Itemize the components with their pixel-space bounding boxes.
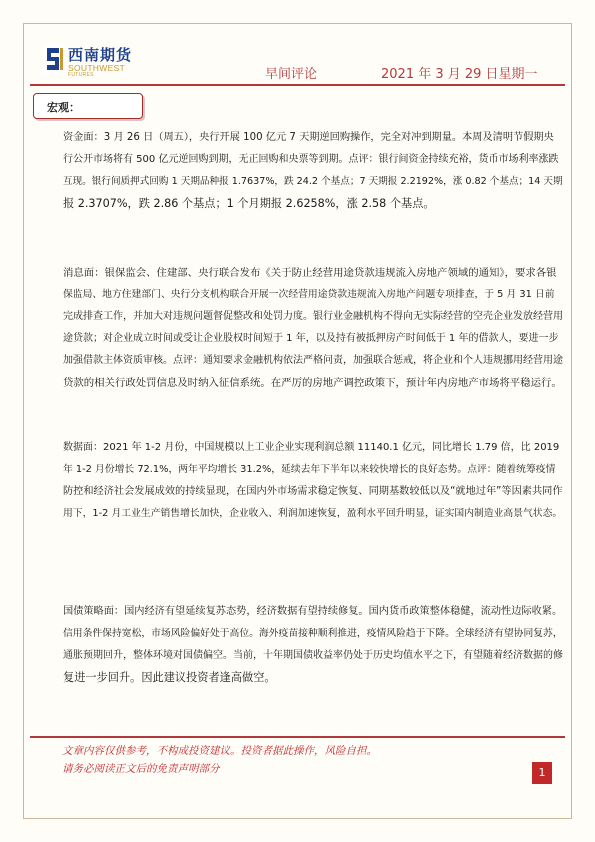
paragraph-line: 报 2.3707%，跌 2.86 个基点；1 个月期报 2.6258%，涨 2.58 个基点。 (63, 197, 435, 210)
footer-divider (30, 736, 565, 738)
paragraph-line: 通胀预期回升，整体环境对国债偏空。当前，十年期国债收益率仍处于历史均值水平之下，有望随着经济数据的修 (63, 650, 563, 661)
disclaimer-line-2: 请务必阅读正文后的免责声明部分 (62, 763, 220, 775)
paragraph-line: 行公开市场将有 500 亿元逆回购到期，无正回购和央票等到期。点评：银行间资金持续充裕，货币市场利率涨跌 (63, 154, 559, 165)
paragraph-line: 贷款的相关行政处罚信息及时纳入征信系统。在严厉的房地产调控政策下，预计年内房地产市场将平稳运行。 (63, 377, 562, 389)
paragraph-line: 信用条件保持宽松，市场风险偏好处于高位。海外疫苗接种顺利推进，疫情风险趋于下降。全球经济有望协同复苏， (63, 628, 563, 639)
header-divider (30, 84, 565, 86)
paragraph-line: 完成排查工作，并加大对违规问题督促整改和处罚力度。银行业金融机构不得向无实际经营的空壳企业发放经营用 (63, 311, 563, 322)
logo-chinese-name: 西南期货 (68, 46, 133, 64)
paragraph-line: 资金面：3 月 26 日（周五），央行开展 100 亿元 7 天期逆回购操作，完全对冲到期量。本周及清明节假期央 (63, 132, 554, 143)
section-heading: 宏观： (47, 101, 80, 114)
paragraph-line: 途贷款；对企业成立时间或受让企业股权时间短于 1 年，以及持有被抵押房产时间低于 1 年的借款人，要进一步 (63, 333, 559, 344)
logo-emblem-icon (43, 44, 65, 74)
paragraph-line: 防控和经济社会发展成效的持续显现，在国内外市场需求稳定恢复、同期基数较低以及“就地过年”等因素共同作 (63, 486, 563, 497)
paragraph-line: 消息面：银保监会、住建部、央行联合发布《关于防止经营用途贷款违规流入房地产领域的通知》，要求各银 (63, 267, 557, 279)
section-heading-box (33, 93, 143, 119)
page-number: 1 (532, 762, 552, 784)
paragraph-line: 互现。银行间质押式回购 1 天期品种报 1.7637%，跌 24.2 个基点；7 天期报 2.2192%，涨 0.82 个基点；14 天期 (63, 176, 563, 187)
paragraph-line: 保监局、地方住建部门、央行分支机构联合开展一次经营用途贷款违规流入房地产问题专项排查，于 5 月 31 日前 (63, 289, 555, 300)
report-title: 早间评论 (265, 67, 318, 82)
report-date: 2021 年 3 月 29 日星期一 (381, 67, 538, 82)
disclaimer-line-1: 文章内容仅供参考，不构成投资建议。投资者据此操作，风险自担。 (62, 745, 377, 757)
company-logo (43, 44, 133, 78)
paragraph-line: 国债策略面：国内经济有望延续复苏态势，经济数据有望持续修复。国内货币政策整体稳健，流动性边际收紧。 (63, 606, 563, 617)
paragraph-funding (63, 127, 563, 215)
paragraph-line: 复进一步回升。因此建议投资者逢高做空。 (63, 671, 276, 684)
paragraph-line: 数据面：2021 年 1-2 月份，中国规模以上工业企业实现利润总额 11140.1 亿元，同比增长 1.79 倍，比 2019 (63, 442, 560, 453)
logo-english-name: SOUTHWEST (68, 63, 126, 73)
paragraph-line: 用下，1-2 月工业生产销售增长加快，企业收入、利润加速恢复，盈利水平回升明显，证实国内制造业高景气状态。 (63, 508, 563, 519)
paragraph-line: 加强借款主体资质审核。点评：通知要求金融机构依法严格问责，加强联合惩戒，将企业和个人违规挪用经营用途 (63, 355, 563, 366)
paragraph-line: 年 1-2 月份增长 72.1%，两年平均增长 31.2%，延续去年下半年以来较快增长的良好态势。点评：随着统筹疫情 (63, 464, 556, 475)
paragraph-news (63, 262, 563, 394)
logo-english-subname: FUTURES (68, 72, 94, 78)
paragraph-bond-strategy (63, 601, 563, 689)
paragraph-data (63, 437, 563, 525)
